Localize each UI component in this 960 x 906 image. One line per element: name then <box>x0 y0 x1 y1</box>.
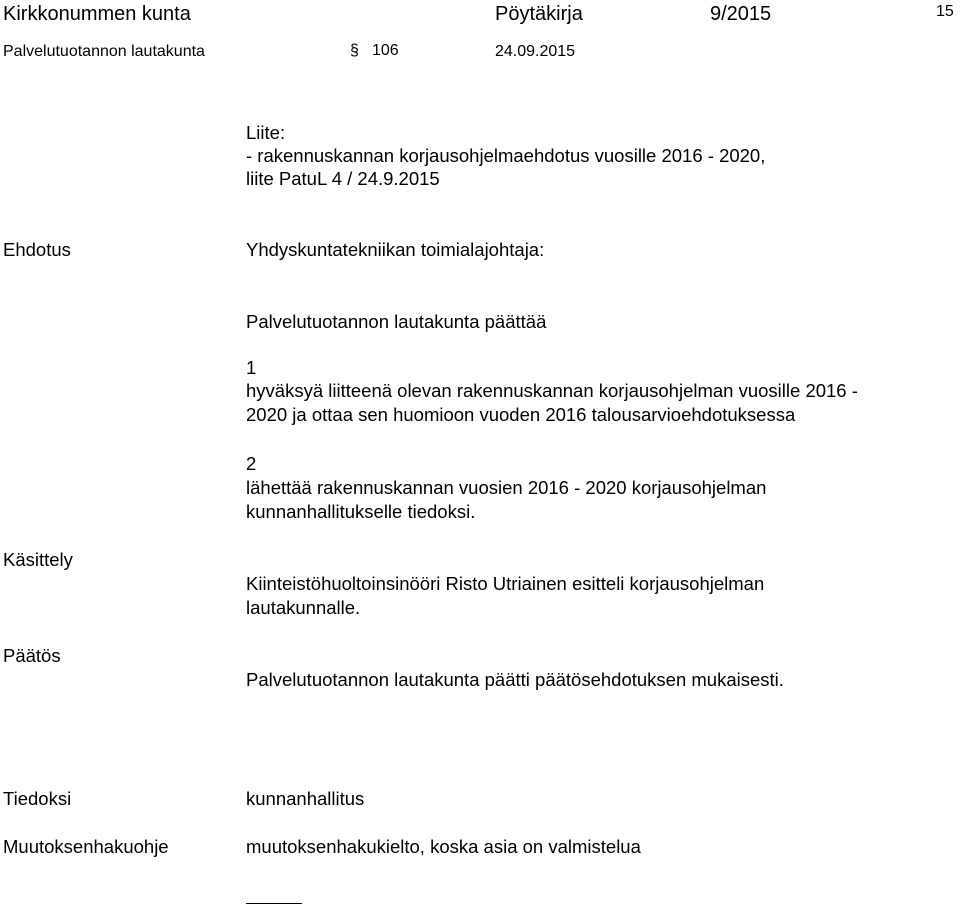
appeal-text: muutoksenhakukielto, koska asia on valmistelua <box>246 836 641 857</box>
municipality-name: Kirkkonummen kunta <box>3 3 191 25</box>
attachment-line-1: - rakennuskannan korjausohjelmaehdotus vuosille 2016 - 2020, <box>246 145 766 166</box>
proposal-intro: Palvelutuotannon lautakunta päättää <box>246 311 547 332</box>
closing-rule <box>246 903 302 904</box>
document-type: Pöytäkirja <box>495 3 583 25</box>
meeting-date: 24.09.2015 <box>495 43 576 60</box>
decision-text: Palvelutuotannon lautakunta päätti päätösehdotuksen mukaisesti. <box>246 669 784 690</box>
item-2-number: 2 <box>246 453 257 474</box>
handling-label: Käsittely <box>3 549 73 570</box>
item-1-number: 1 <box>246 357 257 378</box>
item-1-line-2: 2020 ja ottaa sen huomioon vuoden 2016 talousarvioehdotuksessa <box>246 404 796 425</box>
decision-label: Päätös <box>3 645 61 666</box>
item-1-line-1: hyväksyä liitteenä olevan rakennuskannan korjausohjelman vuosille 2016 - <box>246 380 858 401</box>
board-name: Palvelutuotannon lautakunta <box>3 43 205 60</box>
info-text: kunnanhallitus <box>246 788 365 809</box>
item-2-line-2: kunnanhallitukselle tiedoksi. <box>246 501 476 522</box>
section-symbol: § <box>350 42 359 59</box>
document-number: 9/2015 <box>710 3 772 25</box>
proposer: Yhdyskuntatekniikan toimialajohtaja: <box>246 239 545 260</box>
attachment-line-2: liite PatuL 4 / 24.9.2015 <box>246 168 440 189</box>
handling-line-1: Kiinteistöhuoltoinsinööri Risto Utriainen esitteli korjausohjelman <box>246 573 765 594</box>
section-number: 106 <box>372 42 399 59</box>
item-2-line-1: lähettää rakennuskannan vuosien 2016 - 2020 korjausohjelman <box>246 477 767 498</box>
attachment-label: Liite: <box>246 122 286 143</box>
appeal-label: Muutoksenhakuohje <box>3 836 169 857</box>
page-number: 15 <box>936 3 954 20</box>
proposal-label: Ehdotus <box>3 239 71 260</box>
info-label: Tiedoksi <box>3 788 72 809</box>
handling-line-2: lautakunnalle. <box>246 597 361 618</box>
